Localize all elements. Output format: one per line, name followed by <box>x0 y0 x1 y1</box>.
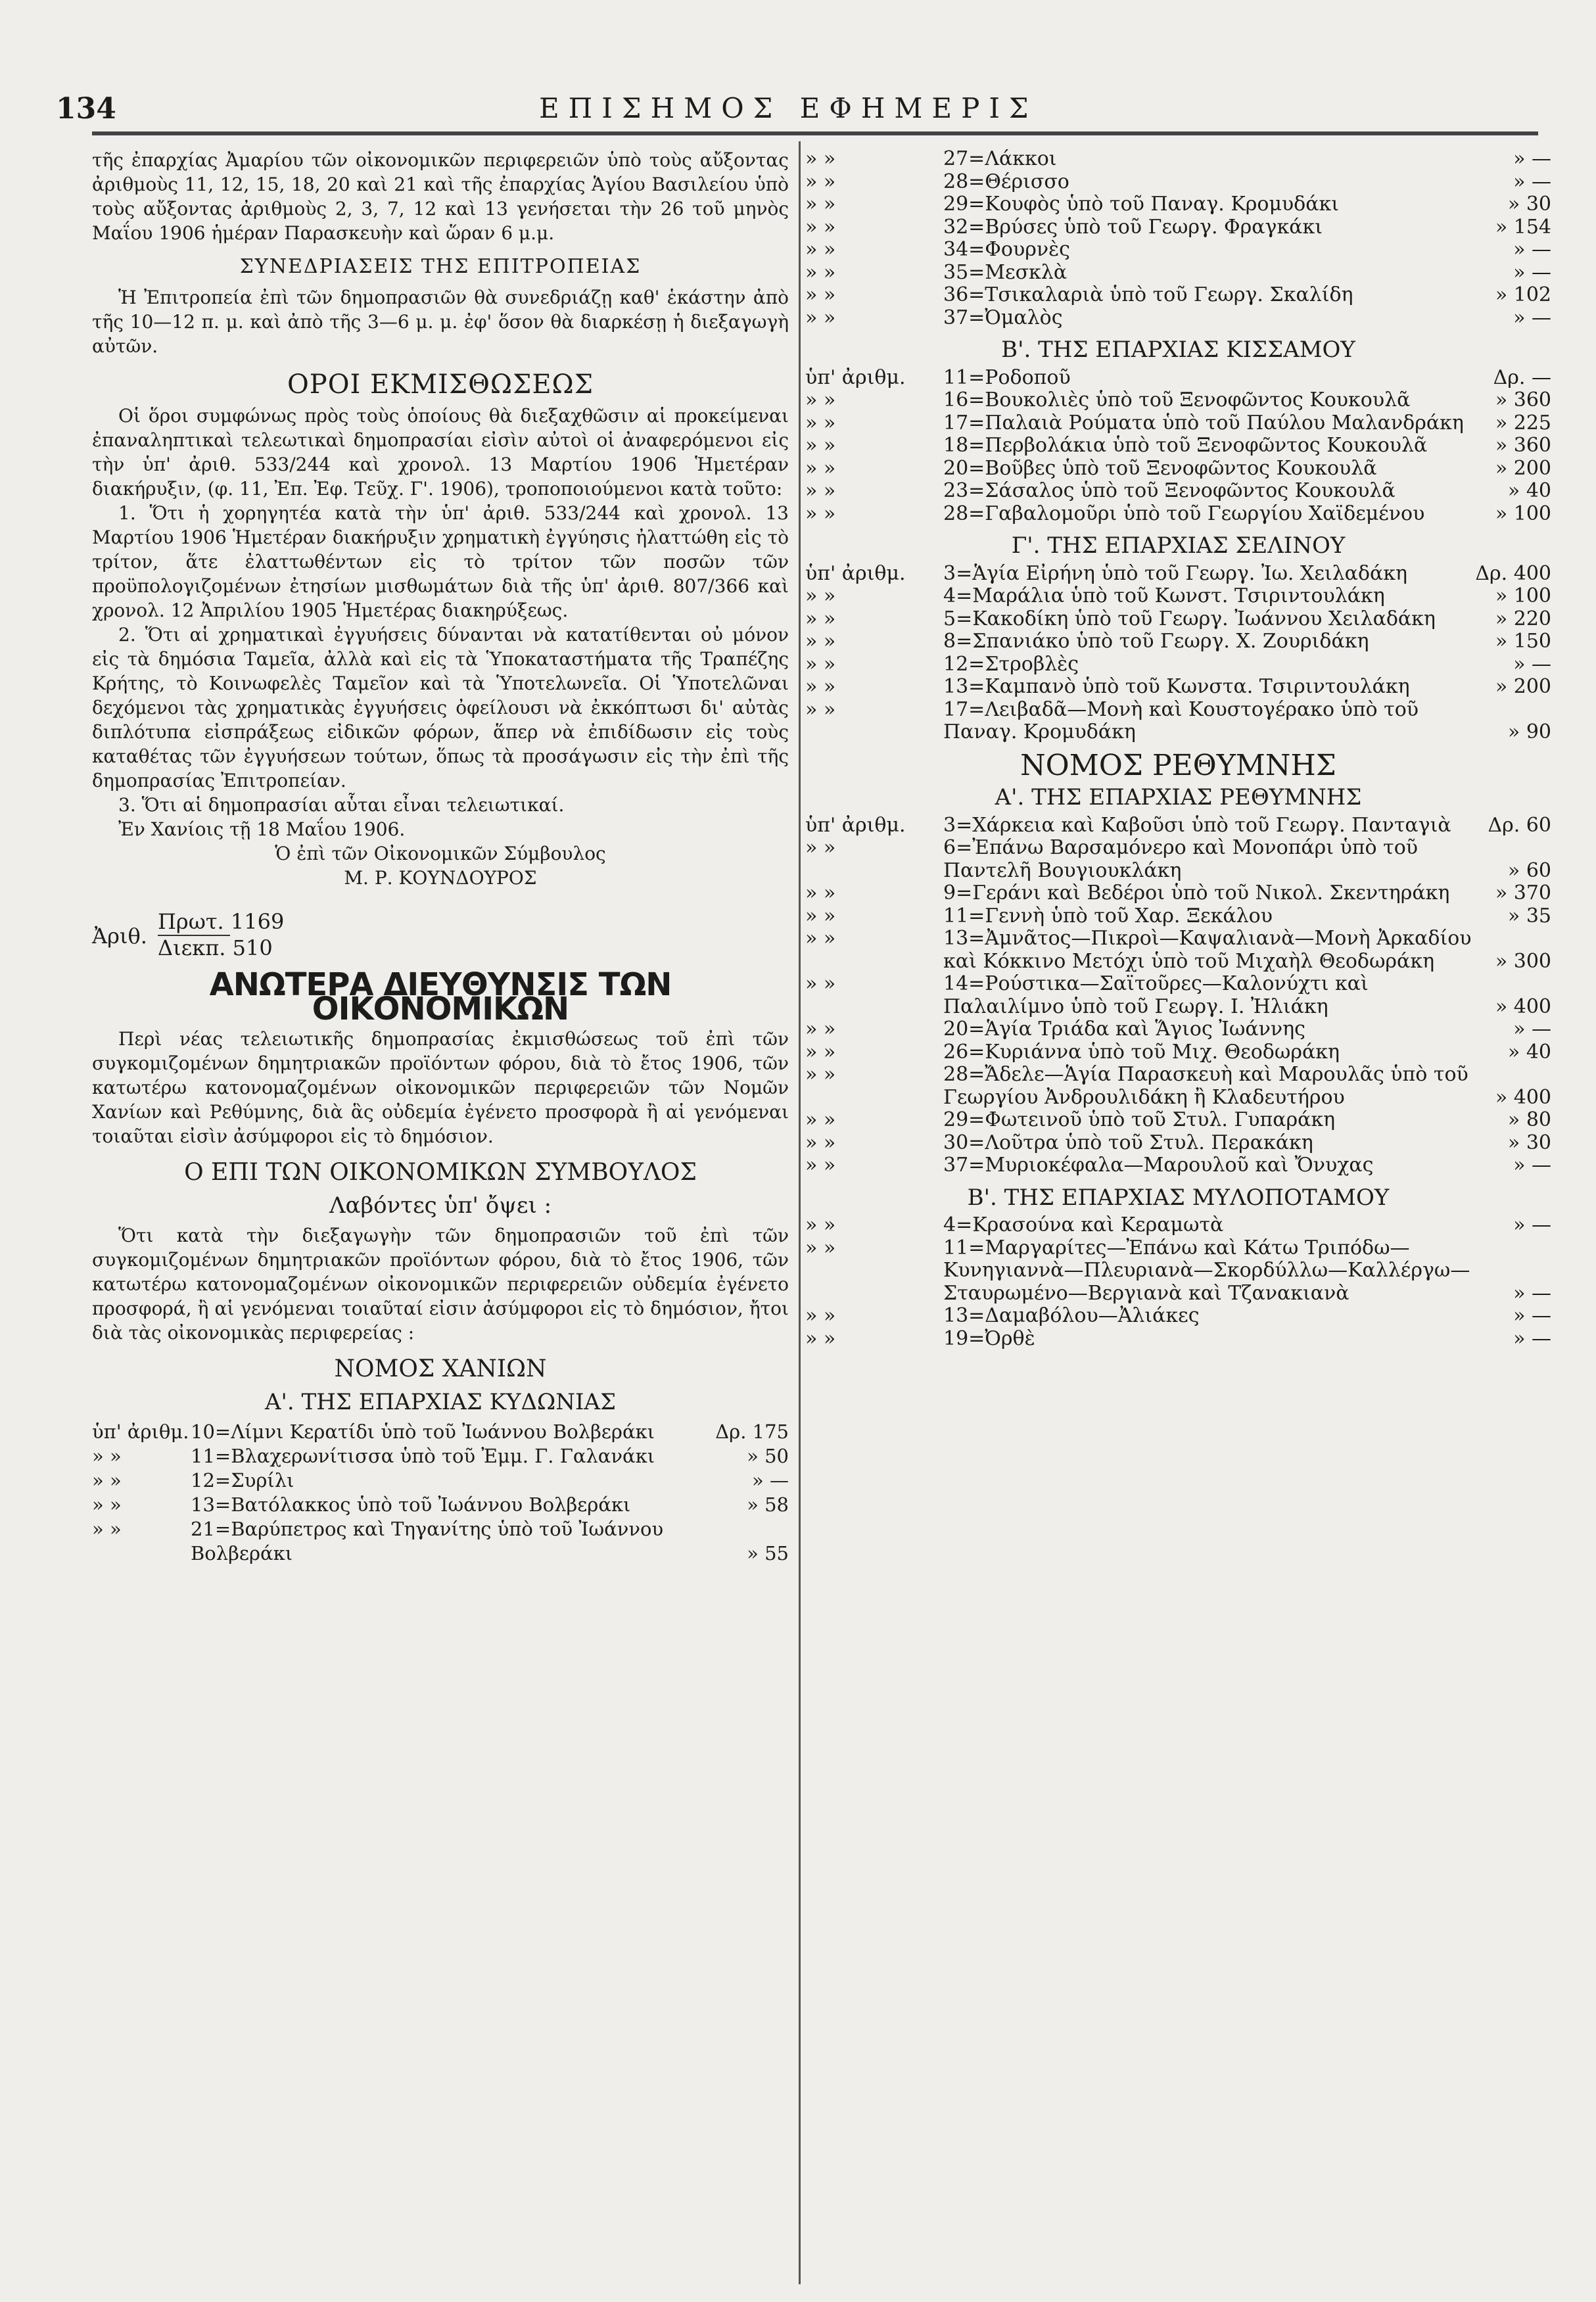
list-item: » » 37=Ὀμαλὸς » — <box>805 306 1551 329</box>
list-item: » » 11=Μαργαρίτες—Ἐπάνω καὶ Κάτω Τριπόδω—Κυνηγιαννὰ—Πλευριανὰ—Σκορδύλλω—Καλλέργω—Σταυρωμένο—Βεργιανὰ καὶ Τζανακιανὰ » — <box>805 1236 1551 1305</box>
list-item: ὑπ' ἀριθμ. 3=Χάρκεια καὶ Καβοῦσι ὑπὸ τοῦ Γεωργ. Πανταγιὰ Δρ. 60 <box>805 813 1551 837</box>
signer-role: Ὁ ἐπὶ τῶν Οἰκονομικῶν Σύμβουλος <box>275 843 606 864</box>
protocol-label: Ἀριθ. <box>92 924 147 949</box>
advisor-title: Ο ΕΠΙ ΤΩΝ ΟΙΚΟΝΟΜΙΚΩΝ ΣΥΜΒΟΥΛΟΣ <box>184 1159 697 1186</box>
right-column <box>805 148 1551 1350</box>
header-rule <box>92 131 1538 135</box>
directorate-text: Περὶ νέας τελειωτικῆς δημοπρασίας ἐκμισθώσεως τοῦ ἐπὶ τῶν συγκομιζομένων δημητριακῶν προϊόντων φόρου, διὰ τὸ ἔτος 1906, τῶν κατωτέρω κατονομαζομένων οἰκονομικῶν περιφερειῶν τῶν Νομῶν Χανίων καὶ Ρεθύμνης, διὰ ἃς οὐδεμία ἐγένετο προσφορὰ ἢ αἱ γενόμεναι τοιαῦται εἰσὶν ἀσύμφοροι εἰς τὸ δημόσιον. <box>92 1028 789 1147</box>
list-item: » » 23=Σάσαλος ὑπὸ τοῦ Ξενοφῶντος Κουκουλᾶ » 40 <box>805 479 1551 502</box>
list-item: » » 27=Λάκκοι » — <box>805 147 1551 170</box>
kydonia-list <box>92 1420 789 1566</box>
list-item: » » 37=Μυριοκέφαλα—Μαρουλοῦ καὶ Ὄνυχας » — <box>805 1154 1551 1177</box>
terms-title: ΟΡΟΙ ΕΚΜΙΣΘΩΣΕΩΣ <box>287 369 594 400</box>
terms-paragraph: 1. Ὅτι ἡ χορηγητέα κατὰ τὴν ὑπ' ἀριθ. 533/244 καὶ χρονολ. 13 Μαρτίου 1906 Ἡμετέραν διακήρυξιν χρηματικὴ ἐγγύησις ἠλαττώθη εἰς τὸ τρίτον, ἅτε ἐλαττωθέντων εἰς τὸ τρίτον τῶν ποσῶν τῶν προϋπολογιζομένων ἐτησίων μισθωμάτων διὰ τῆς ὑπ' ἀριθ. 807/366 καὶ χρονολ. 12 Ἀπριλίου 1905 Ἡμετέρας διακηρύξεως. <box>92 502 789 621</box>
list-item: » » 19=Ὀρθὲ » — <box>805 1327 1551 1350</box>
list-item: » » 12=Στροβλὲς » — <box>805 652 1551 676</box>
list-item: » » 4=Κρασούνα καὶ Κεραμωτὰ » — <box>805 1213 1551 1236</box>
sessions-text: Ἡ Ἐπιτροπεία ἐπὶ τῶν δημοπρασιῶν θὰ συνεδριάζῃ καθ' ἑκάστην ἀπὸ τῆς 10—12 π. μ. καὶ ἀπὸ τῆς 3—6 μ. μ. ἐφ' ὅσον θὰ διαρκέσῃ ἡ διεξαγωγὴ αὐτῶν. <box>92 287 789 357</box>
sessions-title: ΣΥΝΕΔΡΙΑΣΕΙΣ ΤΗΣ ΕΠΙΤΡΟΠΕΙΑΣ <box>239 255 642 278</box>
eparchia-mylopotamou-title: Β'. ΤΗΣ ΕΠΑΡΧΙΑΣ ΜΥΛΟΠΟΤΑΜΟΥ <box>967 1184 1390 1211</box>
intro-paragraph: τῆς ἐπαρχίας Ἀμαρίου τῶν οἰκονομικῶν περιφερειῶν ὑπὸ τοὺς αὔξοντας ἀριθμοὺς 11, 12, 15, 18, 20 καὶ 21 καὶ τῆς ἐπαρχίας Ἁγίου Βασιλείου ὑπὸ τοὺς αὔξοντας ἀριθμοὺς 2, 3, 7, 12 καὶ 13 γενήσεται τὴν 26 τοῦ μηνὸς Μαΐου 1906 ἡμέραν Παρασκευὴν καὶ ὥραν 6 μ.μ. <box>92 149 789 244</box>
list-item: » » 30=Λοῦτρα ὑπὸ τοῦ Στυλ. Περακάκη » 30 <box>805 1131 1551 1154</box>
protocol-prot: Πρωτ. 1169 <box>158 909 285 934</box>
rethymno-list <box>805 814 1551 1177</box>
eparchia-rethymnis-title: Α'. ΤΗΣ ΕΠΑΡΧΙΑΣ ΡΕΘΥΜΝΗΣ <box>995 784 1362 810</box>
kissamos-list <box>805 367 1551 526</box>
list-item: » » 14=Ρούστικα—Σαϊτοῦρες—Καλονύχτι καὶ Παλαιλίμνο ὑπὸ τοῦ Γεωργ. Ι. Ἠλιάκη » 400 <box>805 972 1551 1018</box>
terms-paragraph: 2. Ὅτι αἱ χρηματικαὶ ἐγγυήσεις δύνανται νὰ κατατίθενται οὐ μόνον εἰς τὰ δημόσια Ταμεῖα, ἀλλὰ καὶ εἰς τὰ Ὑποκαταστήματα τῆς Τραπέζης Κρήτης, τὸ Κοινωφελὲς Ταμεῖον καὶ τὰ Ὑποτελωνεῖα. Οἱ Ὑποτελῶναι δεχόμενοι τὰς χρηματικὰς ἐγγυήσεις ὀφείλουσι νὰ ἐκκόπτωσι δι' αὐτὰς διπλότυπα εἰσπράξεως εἰδικῶν φόρων, ἅπερ νὰ ἐπιδίδωσιν εἰς τοὺς καταθέτας τῶν ἐγγυήσεων τούτων, ὅπως τὰ προσάγωσιν εἰς τὴν ἐπὶ τῆς δημοπρασίας Ἐπιτροπείαν. <box>92 624 789 791</box>
list-item: » » 20=Ἁγία Τριάδα καὶ Ἅγιος Ἰωάννης » — <box>805 1018 1551 1041</box>
list-item: » » 32=Βρύσες ὑπὸ τοῦ Γεωργ. Φραγκάκι » 154 <box>805 215 1551 239</box>
considering-heading: Λαβόντες ὑπ' ὄψει : <box>329 1192 552 1219</box>
list-item: » » 34=Φουρνὲς » — <box>805 238 1551 261</box>
eparchia-kydonias-title: Α'. ΤΗΣ ΕΠΑΡΧΙΑΣ ΚΥΔΩΝΙΑΣ <box>265 1389 616 1415</box>
mylopotamos-list <box>805 1214 1551 1350</box>
list-item: » » 28=Θέρισσο » — <box>805 170 1551 193</box>
list-item: » » 17=Λειβαδᾶ—Μονὴ καὶ Κουστογέρακο ὑπὸ τοῦ Παναγ. Κρομυδάκη » 90 <box>805 697 1551 743</box>
list-item: » » 16=Βουκολιὲς ὑπὸ τοῦ Ξενοφῶντος Κουκουλᾶ » 360 <box>805 388 1551 411</box>
list-item: » » 18=Περβολάκια ὑπὸ τοῦ Ξενοφῶντος Κουκουλᾶ » 360 <box>805 434 1551 457</box>
list-item: » » 28=Γαβαλομοῦρι ὑπὸ τοῦ Γεωργίου Χαϊδεμένου » 100 <box>805 502 1551 525</box>
protocol-number <box>92 910 789 962</box>
list-item: » » 35=Μεσκλὰ » — <box>805 260 1551 284</box>
page-number: 134 <box>56 92 116 126</box>
nomos-chanion-title: ΝΟΜΟΣ ΧΑΝΙΩΝ <box>334 1355 547 1382</box>
considering-text: Ὅτι κατὰ τὴν διεξαγωγὴν τῶν δημοπρασιῶν τοῦ ἐπὶ τῶν συγκομιζομένων δημητριακῶν προϊόντων φόρου, διὰ τὸ ἔτος 1906, τῶν κατωτέρω κατονομαζομένων οἰκονομικῶν περιφερειῶν οὐδεμία ἐγένετο προσφορά, ἢ αἱ γενόμεναι τοιαῦταί εἰσιν ἀσύμφοροι εἰς τὸ δημόσιον, ἤτοι διὰ τὰς οἰκονομικὰς περιφερείας : <box>92 1225 789 1344</box>
list-item: » » 13=Ἀμνᾶτος—Πικροὶ—Καψαλιανὰ—Μονὴ Ἀρκαδίου καὶ Κόκκινο Μετόχι ὑπὸ τοῦ Μιχαὴλ Θεοδωράκη » 300 <box>805 927 1551 973</box>
terms-paragraph: Οἱ ὅροι συμφώνως πρὸς τοὺς ὁποίους θὰ διεξαχθῶσιν αἱ προκείμεναι ἐπαναληπτικαὶ τελεωτικαὶ δημοπρασίαι εἰσὶν αὐτοὶ οἱ ἀναφερόμενοι εἰς τὴν ὑπ' ἀριθ. 533/244 καὶ χρονολ. 13 Μαρτίου 1906 Ἡμετέραν διακήρυξιν, (φ. 11, Ἐπ. Ἐφ. Τεῦχ. Γ'. 1906), τροποποιούμενοι κατὰ τοῦτο: <box>92 405 789 500</box>
list-item: » » 4=Μαράλια ὑπὸ τοῦ Κωνστ. Τσιριντουλάκη » 100 <box>805 584 1551 607</box>
eparchia-selinou-title: Γ'. ΤΗΣ ΕΠΑΡΧΙΑΣ ΣΕΛΙΝΟΥ <box>1011 532 1346 559</box>
list-item: » » 9=Γεράνι καὶ Βεδέροι ὑπὸ τοῦ Νικολ. Σκεντηράκη » 370 <box>805 881 1551 904</box>
kydonia-list-continued <box>805 148 1551 329</box>
list-item: » » 20=Βοῦβες ὑπὸ τοῦ Ξενοφῶντος Κουκουλᾶ » 200 <box>805 456 1551 480</box>
date-line: Ἐν Χανίοις τῇ 18 Μαΐου 1906. <box>118 818 406 840</box>
list-item: ὑπ' ἀριθμ. 10=Λίμνι Κερατίδι ὑπὸ τοῦ Ἰωάννου Βολβεράκι Δρ. 175 <box>92 1421 789 1443</box>
list-item: » » 6=Ἐπάνω Βαρσαμόνερο καὶ Μονοπάρι ὑπὸ τοῦ Παντελῆ Βουγιουκλάκη » 60 <box>805 836 1551 882</box>
list-item: » » 21=Βαρύπετρος καὶ Τηγανίτης ὑπὸ τοῦ Ἰωάννου Βολβεράκι » 55 <box>92 1518 789 1564</box>
list-item: ὑπ' ἀριθμ. 11=Ροδοποῦ Δρ. — <box>805 365 1551 389</box>
eparchia-kissamou-title: Β'. ΤΗΣ ΕΠΑΡΧΙΑΣ ΚΙΣΣΑΜΟΥ <box>1001 337 1355 363</box>
list-item: » » 11=Γεννὴ ὑπὸ τοῦ Χαρ. Ξεκάλου » 35 <box>805 904 1551 928</box>
column-divider <box>799 141 801 2284</box>
protocol-diekp: Διεκπ. 510 <box>158 935 273 960</box>
newspaper-title: ΕΠΙΣΗΜΟΣ ΕΦΗΜΕΡΙΣ <box>539 92 1038 124</box>
list-item: » » 13=Δαμαβόλου—Ἀλιάκες » — <box>805 1304 1551 1327</box>
left-column <box>92 148 789 1566</box>
list-item: » » 8=Σπανιάκο ὑπὸ τοῦ Γεωργ. Χ. Ζουριδάκη » 150 <box>805 630 1551 653</box>
directorate-title: ΑΝΩΤΕΡΑ ΔΙΕΥΘΥΝΣΙΣ ΤΩΝ ΟΙΚΟΝΟΜΙΚΩΝ <box>209 966 672 1027</box>
list-item: » » 13=Βατόλακκος ὑπὸ τοῦ Ἰωάννου Βολβεράκι » 58 <box>92 1493 789 1516</box>
list-item: » » 11=Βλαχερωνίτισσα ὑπὸ τοῦ Ἐμμ. Γ. Γαλανάκι » 50 <box>92 1445 789 1467</box>
signer-name: Μ. Ρ. ΚΟΥΝΔΟΥΡΟΣ <box>344 867 537 889</box>
nomos-rethymnis-title: ΝΟΜΟΣ ΡΕΘΥΜΝΗΣ <box>1020 748 1336 782</box>
list-item: » » 28=Ἄδελε—Ἁγία Παρασκευὴ καὶ Μαρουλᾶς ὑπὸ τοῦ Γεωργίου Ἀνδρουλιδάκη ἢ Κλαδευτήρου » 400 <box>805 1063 1551 1109</box>
list-item: » » 12=Συρίλι » — <box>92 1469 789 1492</box>
list-item: » » 13=Καμπανὸ ὑπὸ τοῦ Κωνστα. Τσιριντουλάκη » 200 <box>805 675 1551 698</box>
list-item: ὑπ' ἀριθμ. 3=Ἁγία Εἰρήνη ὑπὸ τοῦ Γεωργ. Ἰω. Χειλαδάκη Δρ. 400 <box>805 561 1551 585</box>
list-item: » » 26=Κυριάννα ὑπὸ τοῦ Μιχ. Θεοδωράκη » 40 <box>805 1040 1551 1064</box>
terms-paragraph: 3. Ὅτι αἱ δημοπρασίαι αὗται εἶναι τελειωτικαί. <box>118 794 565 816</box>
selino-list <box>805 563 1551 744</box>
list-item: » » 17=Παλαιὰ Ρούματα ὑπὸ τοῦ Παύλου Μαλανδράκη » 225 <box>805 411 1551 435</box>
list-item: » » 29=Κουφὸς ὑπὸ τοῦ Παναγ. Κρομυδάκι » 30 <box>805 193 1551 216</box>
list-item: » » 29=Φωτεινοῦ ὑπὸ τοῦ Στυλ. Γυπαράκη » 80 <box>805 1108 1551 1131</box>
list-item: » » 5=Κακοδίκη ὑπὸ τοῦ Γεωργ. Ἰωάννου Χειλαδάκη » 220 <box>805 607 1551 630</box>
list-item: » » 36=Τσικαλαριὰ ὑπὸ τοῦ Γεωργ. Σκαλίδη » 102 <box>805 283 1551 306</box>
